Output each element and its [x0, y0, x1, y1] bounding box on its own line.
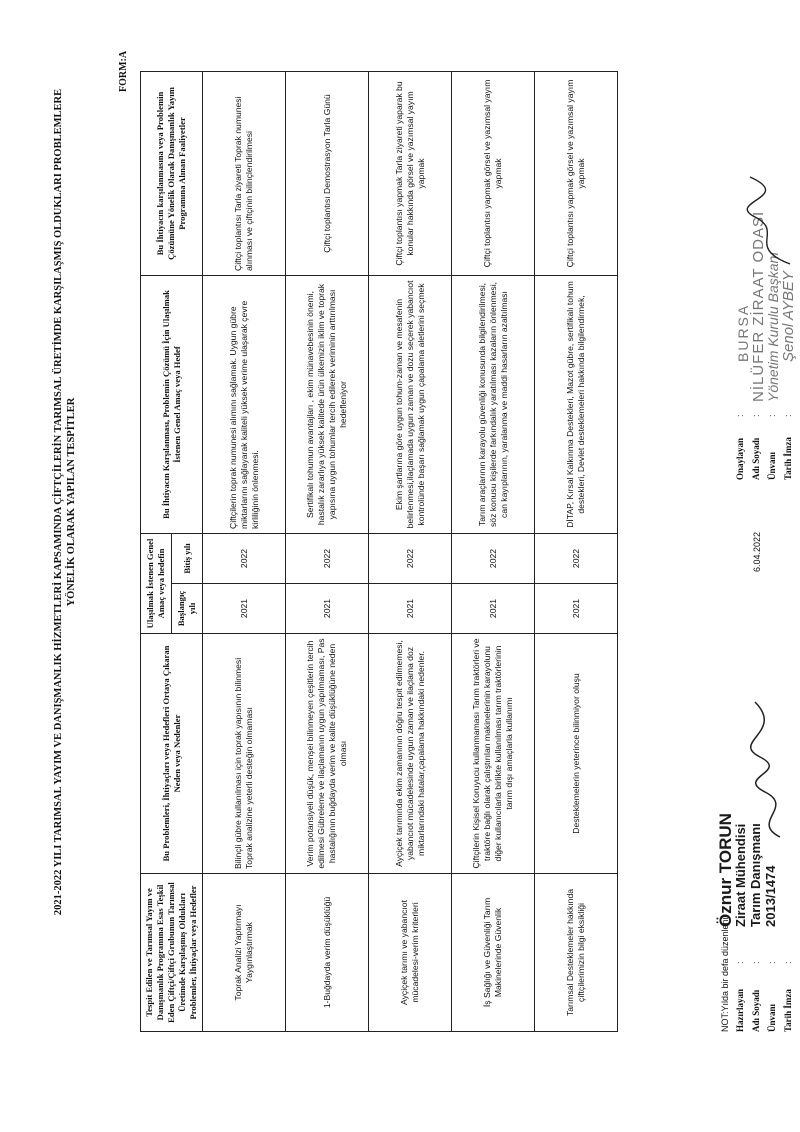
header-goal: Bu İhtiyacın Karşılanması, Problemin Çözümü İçin Ulaşılmak İstenen Genel Amaç veya Hedef: [141, 275, 203, 533]
start-year-cell: 2021: [369, 584, 452, 634]
title-line-1: 2021-2022 YILI TARIMSAL YAYIM VE DANIŞMANLIK HİZMETLERİ KAPSAMINDA ÇİFTÇİLERİN TARIMSAL ÜRETİMDE KARŞILAŞMIŞ OLDUKLARI PROBLEMLERE: [53, 88, 64, 916]
colon: :: [751, 961, 761, 964]
problems-table: [140, 71, 618, 1032]
stamp-preparer-number: 2013/1474: [763, 865, 778, 927]
header-end-year: Bitiş yılı: [172, 533, 203, 583]
label-tarih-imza: Tarih İmza: [783, 989, 793, 1032]
goal-cell: DİTAP, Kırsal Kalkınma Destekleri, Mazot gübre, sertifikalı tohum destekleri, Devlet desteklemeleri hakkında bilgilendirmek,: [535, 275, 618, 533]
problem-cell: 1-Buğdayda verim düşüklüğü: [286, 874, 369, 1032]
start-year-cell: 2021: [452, 584, 535, 634]
end-year-cell: 2022: [203, 533, 286, 583]
approver-signature: [740, 162, 798, 272]
end-year-cell: 2022: [369, 533, 452, 583]
reason-cell: Desteklemelerin yeterince bilinmiyor oluşu: [535, 634, 618, 874]
label-tarih-imza: Tarih İmza: [783, 437, 793, 480]
header-start-year: Başlangıç yılı: [172, 584, 203, 634]
table-header-row: [141, 71, 172, 1031]
stamp-role: Yönetim Kurulu Başkanı: [765, 251, 781, 402]
start-year-cell: 2021: [203, 584, 286, 634]
header-reasons: Bu Problemleri, İhtiyaçları veya Hedefleri Ortaya Çıkaran Neden veya Nedenler: [141, 634, 203, 874]
table-row: [452, 71, 535, 1031]
table-row: [286, 71, 369, 1031]
colon: :: [767, 961, 777, 964]
activity-cell: Çiftçi toplantısı Tarla ziyareti Toprak numunesi alınması ve çiftçinin bilinçlendirilmesi: [203, 71, 286, 275]
colon: :: [735, 414, 745, 417]
goal-cell: Tarım araçlarının karayolu güvenliği konusunda bilgilendirilmesi, söz konusu kişilerde farkındalık yaratılması kazaların önlenmesi, can kayıplarının, yaralanma ve maddi hasarların azaltılması: [452, 275, 535, 533]
end-year-cell: 2022: [286, 533, 369, 583]
preparer-signature: [740, 692, 800, 842]
document-title: [52, 12, 78, 992]
activity-cell: Çiftçi toplantısı yapmak görsel ve yazımsal yayım yapmak: [535, 71, 618, 275]
goal-cell: Sertifikalı tohumun avantajları , ekim münavebesinin önemi, hastalık zararlıya yüksek kalitede ürün ülkemizin iklim ve toprak yapısına uygun tohumlar tercih edilerek veriminin arttırılması hedefleniyor: [286, 275, 369, 533]
stamp-name: Şenol AYBEY: [780, 271, 797, 362]
stamp-organization: NİLÜFER ZİRAAT ODASI: [750, 210, 767, 402]
colon: :: [751, 414, 761, 417]
colon: :: [767, 414, 777, 417]
label-unvani: Ünvanı: [767, 451, 777, 480]
problem-cell: İş Sağlığı ve Güvenliği Tarım Makinelerinde Güvenlik: [452, 874, 535, 1032]
reason-cell: Bilinçli gübre kullanılması için toprak yapısının bilinmesi Toprak analizine yeterli desteğin olmaması: [203, 634, 286, 874]
footer-note: NOT:Yılda bir defa düzenlenir: [720, 914, 730, 1032]
activity-cell: Çiftçi toplantısı Demostrasyon Tarla Günü: [286, 71, 369, 275]
form-label: FORM:A: [118, 50, 129, 92]
table-row: [535, 71, 618, 1031]
stamp-preparer-name: Öznur TORUN: [716, 813, 735, 927]
start-year-cell: 2021: [286, 584, 369, 634]
problem-cell: Toprak Analizi Yaptırmayı Yaygınlaştırmak: [203, 874, 286, 1032]
colon: :: [735, 961, 745, 964]
end-year-cell: 2022: [452, 533, 535, 583]
stamp-city: BURSA: [735, 303, 751, 362]
problem-cell: Tarımsal Desteklemeler hakkında çiftçilerimizin bilgi eksikliği: [535, 874, 618, 1032]
goal-cell: Çiftçilerin toprak numunesi alımını sağlamak. Uygun gübre miktarlarını sağlayarak kaliteli yüksek verime ulaşarak çevre kirliliğinin önlenmesi.: [203, 275, 286, 533]
label-adi-soyadi: Adı Soyadı: [751, 437, 761, 480]
label-unvani: Ünvanı: [767, 1003, 777, 1032]
stamp-preparer-title: Ziraat Mühendisi: [733, 823, 748, 927]
label-adi-soyadi: Adı Soyadı: [751, 989, 761, 1032]
document-date: 6.04.2022: [752, 531, 762, 572]
colon: :: [783, 961, 793, 964]
table-row: [203, 71, 286, 1031]
end-year-cell: 2022: [535, 533, 618, 583]
header-problems: Tespit Edilen ve Tarımsal Yayım ve Danışmanlık Programına Esas Teşkil Eden Çiftçi/Çiftçi Grubunun Tarımsal Üretimde Karşılaşmış Oldukları Problemler, İhtiyaçlar veya Hedefler: [141, 874, 203, 1032]
reason-cell: Verim potansiyeli düşük, menşei bilinmeyen çeşitlerin tercih edilmesi Gübreleme ve ilaçlamanın uygun yapılmaması, Pas hastalığının buğdayda verim ve kalite düşüklüğüne neden olması: [286, 634, 369, 874]
reason-cell: Ayçiçek tarımında ekim zamanının doğru tespit edilmemesi, yabancıot mücadelesinde uygun zaman ve ilaçlama doz miktarlarındaki hatalar,çapalama hakkındaki nedenler.: [369, 634, 452, 874]
label-onaylayan: Onaylayan: [735, 437, 745, 480]
start-year-cell: 2021: [535, 584, 618, 634]
reason-cell: Çiftçilerin Kişisel Koruyucu kullanmaması Tarım traktörleri ve traktöre bağlı olarak çalıştırılan makinelerinin karayolunu diğer kullanıcılarla birlikte kullanılması tarım traktörlerinin tarım dışı amaçlarla kullanımı: [452, 634, 535, 874]
header-activities: Bu İhtiyacın karşılanmasına veya Problemin Çözümüne Yönelik Olarak Danışmanlık Yayım Programına Alınan Faaliyetler: [141, 71, 203, 275]
colon: :: [783, 414, 793, 417]
activity-cell: Çiftçi toplantısı yapmak görsel ve yazımsal yayım yapmak: [452, 71, 535, 275]
stamp-preparer-role: Tarım Danışmanı: [748, 823, 763, 927]
activity-cell: Çiftçi toplantısı yapmak Tarla ziyareti yaparak bu konular hakkında görsel ve yazımsal yayım yapmak: [369, 71, 452, 275]
goal-cell: Ekim şartlarına göre uygun tohum-zaman ve mesafenin belirlenmesi,ilaçlamada uygun zaman ve dozu seçerek yabancıot kontrolünde başarı sağlamak uygun çapalama aletlerini seçmek: [369, 275, 452, 533]
table-row: [369, 71, 452, 1031]
label-hazirlayan: Hazırlayan: [735, 989, 745, 1032]
title-line-2: YÖNELİK OLARAK YAPILAN TESPİTLER: [66, 397, 77, 607]
problem-cell: Ayçiçek tarımı ve yabancıot mücadelesi-verim kriterleri: [369, 874, 452, 1032]
header-goal-period: Ulaşılmak İstenen Genel Amaç veya hedefin: [141, 533, 172, 633]
